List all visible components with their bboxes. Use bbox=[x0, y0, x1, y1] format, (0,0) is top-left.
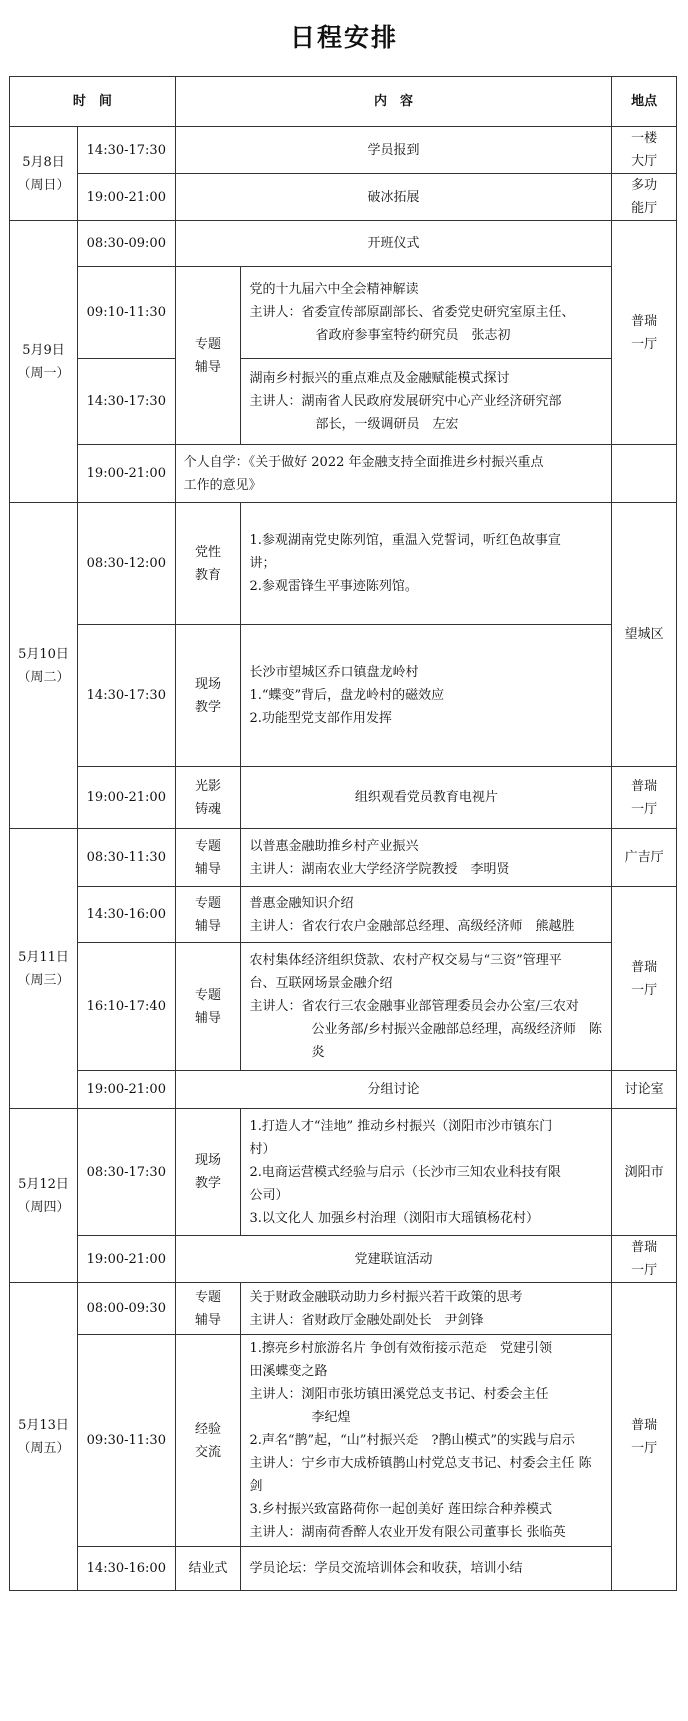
content-cell: 以普惠金融助推乡村产业振兴 主讲人：湖南农业大学经济学院教授 李明贤 bbox=[241, 829, 612, 887]
category-cell: 专题 辅导 bbox=[175, 1283, 241, 1335]
category-cell: 专题 辅导 bbox=[175, 267, 241, 445]
time-cell: 08:30-12:00 bbox=[78, 503, 176, 625]
content-cell: 普惠金融知识介绍 主讲人：省农行农户金融部总经理、高级经济师 熊越胜 bbox=[241, 887, 612, 943]
table-row bbox=[10, 1547, 677, 1591]
time-cell: 19:00-21:00 bbox=[78, 1071, 176, 1109]
content-cell: 组织观看党员教育电视片 bbox=[241, 767, 612, 829]
category-cell: 专题 辅导 bbox=[175, 887, 241, 943]
category-cell: 现场 教学 bbox=[175, 1109, 241, 1236]
time-cell: 08:30-17:30 bbox=[78, 1109, 176, 1236]
content-cell: 关于财政金融联动助力乡村振兴若干政策的思考 主讲人：省财政厅金融处副处长 尹剑锋 bbox=[241, 1283, 612, 1335]
content-cell: 开班仪式 bbox=[175, 221, 612, 267]
page-title: 日程安排 bbox=[289, 23, 398, 52]
table-row bbox=[10, 1236, 677, 1283]
time-cell: 08:00-09:30 bbox=[78, 1283, 176, 1335]
date-cell: 5月11日 （周三） bbox=[10, 829, 78, 1109]
header-location: 地点 bbox=[612, 77, 677, 127]
time-cell: 09:10-11:30 bbox=[78, 267, 176, 359]
location-cell: 望城区 bbox=[612, 503, 677, 767]
category-cell: 专题 辅导 bbox=[175, 829, 241, 887]
time-cell: 16:10-17:40 bbox=[78, 943, 176, 1071]
content-cell: 农村集体经济组织贷款、农村产权交易与“三资”管理平 台、互联网场景金融介绍 主讲人：省农行三农金融事业部管理委员会办公室/三农对 公业务部/乡村振兴金融部总经理，高级经济师 陈 炎 bbox=[241, 943, 612, 1071]
schedule-table bbox=[9, 76, 677, 1591]
header-time: 时 间 bbox=[10, 77, 176, 127]
content-cell: 长沙市望城区乔口镇盘龙岭村 1.“蝶变”背后，盘龙岭村的磁效应 2.功能型党支部作用发挥 bbox=[241, 625, 612, 767]
table-row bbox=[10, 943, 677, 1071]
content-cell: 党建联谊活动 bbox=[175, 1236, 612, 1283]
table-row bbox=[10, 127, 677, 174]
table-row bbox=[10, 267, 677, 359]
time-cell: 09:30-11:30 bbox=[78, 1335, 176, 1547]
content-cell: 学员论坛：学员交流培训体会和收获，培训小结 bbox=[241, 1547, 612, 1591]
table-row bbox=[10, 625, 677, 767]
location-cell: 普瑞 一厅 bbox=[612, 1283, 677, 1591]
table-row bbox=[10, 1283, 677, 1335]
table-row bbox=[10, 829, 677, 887]
category-cell: 结业式 bbox=[175, 1547, 241, 1591]
time-cell: 14:30-17:30 bbox=[78, 359, 176, 445]
table-row bbox=[10, 445, 677, 503]
content-cell: 个人自学：《关于做好 2022 年金融支持全面推进乡村振兴重点 工作的意见》 bbox=[175, 445, 612, 503]
table-row bbox=[10, 1071, 677, 1109]
location-cell: 广吉厅 bbox=[612, 829, 677, 887]
time-cell: 14:30-17:30 bbox=[78, 625, 176, 767]
date-cell: 5月10日 （周二） bbox=[10, 503, 78, 829]
category-cell: 党性 教育 bbox=[175, 503, 241, 625]
location-cell: 普瑞 一厅 bbox=[612, 221, 677, 445]
time-cell: 14:30-16:00 bbox=[78, 887, 176, 943]
location-cell: 普瑞 一厅 bbox=[612, 887, 677, 1071]
table-row bbox=[10, 767, 677, 829]
category-cell: 经验 交流 bbox=[175, 1335, 241, 1547]
table-header bbox=[10, 77, 677, 127]
time-cell: 19:00-21:00 bbox=[78, 1236, 176, 1283]
table-row bbox=[10, 887, 677, 943]
time-cell: 08:30-09:00 bbox=[78, 221, 176, 267]
location-cell: 浏阳市 bbox=[612, 1109, 677, 1236]
content-cell: 1.打造人才“洼地” 推动乡村振兴（浏阳市沙市镇东门 村） 2.电商运营模式经验与启示（长沙市三知农业科技有限 公司） 3.以文化人 加强乡村治理（浏阳市大瑶镇杨花村） bbox=[241, 1109, 612, 1236]
date-cell: 5月8日 （周日） bbox=[10, 127, 78, 221]
time-cell: 14:30-16:00 bbox=[78, 1547, 176, 1591]
table-row bbox=[10, 174, 677, 221]
time-cell: 19:00-21:00 bbox=[78, 174, 176, 221]
location-cell: 讨论室 bbox=[612, 1071, 677, 1109]
location-cell: 普瑞 一厅 bbox=[612, 1236, 677, 1283]
content-cell: 1.擦亮乡村旅游名片 争创有效衔接示范𧺆 党建引领 田溪蝶变之路 主讲人：浏阳市张坊镇田溪党总支书记、村委会主任 李纪煌 2.声名“鹊”起，“山”村振兴𧺆 ?鹊山模式”的实践与启示 主讲人：宁乡市大成桥镇鹊山村党总支书记、村委会主任 陈剑 3.乡村振兴致富路荷你一起创美好 莲田综合种养模式 主讲人：湖南荷香醉人农业开发有限公司董事长 张临英 bbox=[241, 1335, 612, 1547]
content-cell: 破冰拓展 bbox=[175, 174, 612, 221]
location-cell bbox=[612, 445, 677, 503]
content-cell: 1.参观湖南党史陈列馆，重温入党誓词，听红色故事宣 讲； 2.参观雷锋生平事迹陈列馆。 bbox=[241, 503, 612, 625]
location-cell: 普瑞 一厅 bbox=[612, 767, 677, 829]
time-cell: 19:00-21:00 bbox=[78, 445, 176, 503]
content-cell: 湖南乡村振兴的重点难点及金融赋能模式探讨 主讲人：湖南省人民政府发展研究中心产业经济研究部 部长，一级调研员 左宏 bbox=[241, 359, 612, 445]
content-cell: 分组讨论 bbox=[175, 1071, 612, 1109]
time-cell: 08:30-11:30 bbox=[78, 829, 176, 887]
location-cell: 多功 能厅 bbox=[612, 174, 677, 221]
table-row bbox=[10, 503, 677, 625]
category-cell: 光影 铸魂 bbox=[175, 767, 241, 829]
time-cell: 14:30-17:30 bbox=[78, 127, 176, 174]
category-cell: 专题 辅导 bbox=[175, 943, 241, 1071]
content-cell: 学员报到 bbox=[175, 127, 612, 174]
date-cell: 5月13日 （周五） bbox=[10, 1283, 78, 1591]
time-cell: 19:00-21:00 bbox=[78, 767, 176, 829]
table-row bbox=[10, 221, 677, 267]
table-row bbox=[10, 1109, 677, 1236]
location-cell: 一楼 大厅 bbox=[612, 127, 677, 174]
category-cell: 现场 教学 bbox=[175, 625, 241, 767]
table-row bbox=[10, 359, 677, 445]
header-content: 内 容 bbox=[175, 77, 612, 127]
content-cell: 党的十九届六中全会精神解读 主讲人：省委宣传部原副部长、省委党史研究室原主任、 省政府参事室特约研究员 张志初 bbox=[241, 267, 612, 359]
date-cell: 5月9日 （周一） bbox=[10, 221, 78, 503]
date-cell: 5月12日 （周四） bbox=[10, 1109, 78, 1283]
table-row bbox=[10, 1335, 677, 1547]
